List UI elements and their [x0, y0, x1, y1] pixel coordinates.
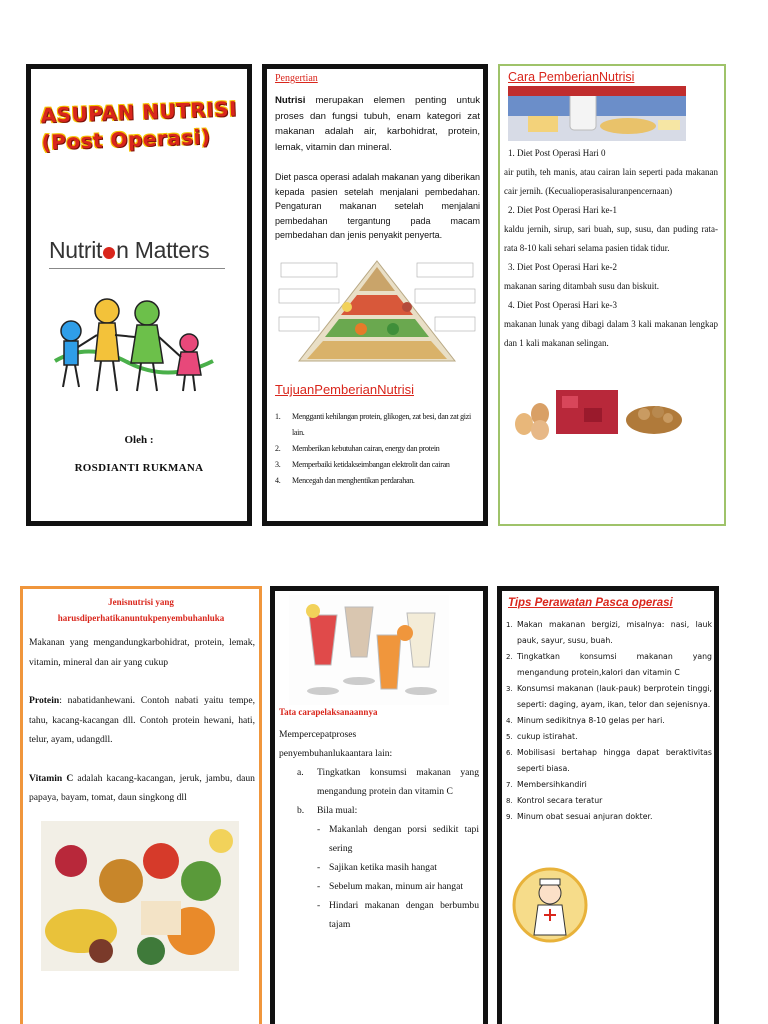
juice-glasses-image-icon [289, 595, 449, 705]
list-item: - Sebelum makan, minum air hangat [317, 881, 464, 892]
nurse-illustration-icon [510, 865, 590, 947]
list-item: - Sajikan ketika masih hangat [317, 862, 437, 873]
tata-body [279, 725, 479, 934]
list-item: 3. Memperbaiki ketidakseimbangan elektrolit dan cairan [275, 460, 450, 469]
tujuan-heading: TujuanPemberianNutrisi [275, 382, 414, 397]
eggs-meat-potatoes-image-icon [510, 384, 684, 442]
list-item: 1. Mengganti kehilangan protein, glikogen, zat besi, dan zat gizi lain. [275, 412, 471, 437]
cara-heading: Cara PemberianNutrisi [508, 70, 635, 84]
tata-intro: Mempercepatproses penyembuhanlukaantara lain: [279, 729, 393, 759]
list-item: a. Tingkatkan konsumsi makanan yang mengandung protein dan vitamin C [297, 767, 479, 797]
jenis-intro: Makanan yang mengandungkarbohidrat, protein, lemak, vitamin, mineral dan air yang cukup [29, 637, 255, 668]
list-item: 9. Minum obat sesuai anjuran dokter. [506, 812, 653, 821]
tips-heading: Tips Perawatan Pasca operasi [508, 597, 673, 609]
food-pyramid-image-icon [277, 257, 477, 365]
step-heading: 2. Diet Post Operasi Hari ke-1 [508, 205, 617, 215]
tips-panel [497, 586, 719, 1024]
cover-title [40, 96, 242, 157]
list-item: - Makanlah dengan porsi sedikit tapi sering [317, 824, 479, 854]
list-item: 4. Minum sedikitnya 8-10 gelas per hari. [506, 716, 665, 725]
jenis-heading: Jenisnutrisi yang harusdiperhatikanuntukpenyembuhanluka [57, 597, 225, 623]
diet-steps [504, 144, 718, 353]
milk-and-bread-image-icon [508, 86, 686, 141]
tujuan-list [275, 409, 483, 489]
step-body: kaldu jernih, sirup, sari buah, sup, susu, dan puding rata-rata 8-10 kali sehari selama pasien tidak tidur. [504, 224, 718, 253]
step-heading: 4. Diet Post Operasi Hari ke-3 [508, 300, 617, 310]
pengertian-heading: Pengertian [275, 73, 318, 84]
family-illustration-icon [49, 291, 219, 399]
list-item: 5. cukup istirahat. [506, 732, 578, 741]
apple-icon [103, 247, 115, 259]
cover-title-line1: ASUPAN NUTRISI [40, 96, 238, 128]
diet-paragraph: Diet pasca operasi adalah makanan yang diberikan kepada pasien setelah menjalani pembedahan. Pengaturan makanan setelah menjalani pembedahan tergantung pada macam pembedahan dan jenis penyakit penyerta. [275, 172, 480, 241]
jenis-body [29, 633, 255, 808]
step-body: makanan saring ditambah susu dan biskuit. [504, 281, 659, 291]
tips-list [506, 617, 712, 825]
fruits-vegetables-image-icon [41, 821, 239, 971]
list-item: b. Bila mual: [297, 805, 358, 816]
tata-cara-panel [270, 586, 488, 1024]
list-item: 3. Konsumsi makanan (lauk-pauk) berprotein tinggi, seperti: daging, ayam, ikan, telor dan sejenisnya. [506, 684, 712, 709]
nutrition-matters-logo: Nutrit n Matters [49, 237, 210, 263]
list-item: 4. Mencegah dan menghentikan perdarahan. [275, 476, 415, 485]
list-item: 2. Tingkatkan konsumsi makanan yang mengandung protein,kalori dan vitamin C [506, 652, 712, 677]
cover-panel [26, 64, 252, 526]
author-name: ROSDIANTI RUKMANA [74, 462, 204, 474]
jenis-nutrisi-panel [20, 586, 262, 1024]
list-item: 7. Membersihkandiri [506, 780, 587, 789]
logo-underline [49, 268, 225, 269]
oleh-label: Oleh : [124, 434, 154, 446]
list-item: - Hindari makanan dengan berbumbu tajam [317, 900, 479, 930]
step-heading: 1. Diet Post Operasi Hari 0 [508, 148, 606, 158]
pengertian-panel [262, 64, 488, 526]
list-item: 8. Kontrol secara teratur [506, 796, 603, 805]
protein-paragraph: Protein: nabatidanhewani. Contoh nabati yaitu tempe, tahu, kacang-kacangan dll. Contoh protein hewani, hati, telur, ayam, udangdll. [29, 695, 255, 745]
list-item: 6. Mobilisasi bertahap hingga dapat beraktivitas seperti biasa. [506, 748, 712, 773]
step-heading: 3. Diet Post Operasi Hari ke-2 [508, 262, 617, 272]
vitamin-c-paragraph: Vitamin C adalah kacang-kacangan, jeruk, jambu, daun papaya, bayam, tomat, daun singkong dll [29, 772, 255, 803]
step-body: air putih, teh manis, atau cairan lain seperti pada makanan cair jernih. (Kecualioperasisaluranpencernaan) [504, 167, 718, 196]
cara-pemberian-panel [498, 64, 726, 526]
tata-heading: Tata carapelaksanaannya [279, 707, 378, 717]
list-item: 2. Memberikan kebutuhan cairan, energy dan protein [275, 444, 440, 453]
step-body: makanan lunak yang dibagi dalam 3 kali makanan lengkap dan 1 kali makanan selingan. [504, 319, 718, 348]
nutrisi-paragraph: Nutrisi merupakan elemen penting untuk proses dan fungsi tubuh, enam kategori zat makanan adalah air, karbohidrat, protein, lemak, vitamin dan mineral. [275, 95, 480, 153]
list-item: 1. Makan makanan bergizi, misalnya: nasi, lauk pauk, sayur, susu, buah. [506, 620, 712, 645]
cover-title-line2: (Post Operasi) [41, 124, 211, 155]
